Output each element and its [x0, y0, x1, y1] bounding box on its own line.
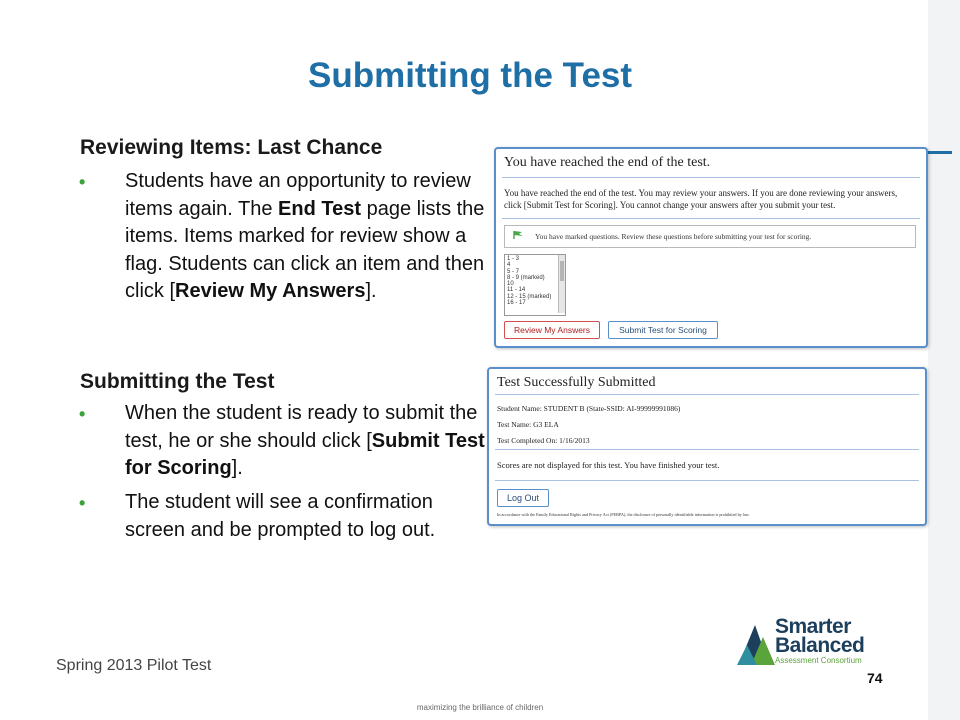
divider [495, 394, 919, 395]
item-list-scrollbar[interactable] [558, 255, 565, 313]
divider [502, 218, 920, 219]
student-name: Student Name: STUDENT B (State-SSID: AI-99999991086) [497, 404, 681, 413]
scores-message: Scores are not displayed for this test. You have finished your test. [497, 460, 720, 470]
logo-triangles-icon [737, 619, 777, 667]
item-list-entry[interactable]: 10 [507, 281, 514, 288]
bullet-text-confirmation: The student will see a confirmation screen and be prompted to log out. [125, 491, 436, 541]
ferpa-notice: In accordance with the Family Educational Rights and Privacy Act (FERPA), the disclosure of personally identifiable information is prohibited by law. [497, 512, 750, 517]
bullet-marker: • [79, 404, 86, 424]
accent-dash [928, 151, 952, 154]
log-out-button[interactable]: Log Out [497, 489, 549, 507]
flag-notice-text: You have marked questions. Review these questions before submitting your test for scoring. [535, 232, 812, 241]
bullet-text-review: Students have an opportunity to review items again. The End Test page lists the items. Items marked for review show a flag. Students can click an item and then click [Review My Answers]. [125, 170, 485, 302]
divider [502, 177, 920, 178]
section-heading-submitting: Submitting the Test [80, 370, 275, 393]
bullet-text-submit: When the student is ready to submit the test, he or she should click [Submit Test for Scoring]. [125, 402, 485, 479]
end-test-message: You have reached the end of the test. You may review your answers. If you are done reviewing your answers, click [Submit Test for Scoring]. You cannot change your answers after you submit your test. [504, 188, 898, 210]
flag-notice [504, 225, 916, 248]
divider [495, 449, 919, 450]
logo-text-consortium: Assessment Consortium [775, 656, 862, 665]
logo-text-smarter: Smarter [775, 615, 851, 638]
bullet-marker: • [79, 493, 86, 513]
test-completed-date: Test Completed On: 1/16/2013 [497, 436, 590, 445]
bullet-marker: • [79, 172, 86, 192]
smarter-balanced-logo [737, 617, 887, 667]
item-list-entry[interactable]: 12 - 15 (marked) [507, 293, 552, 300]
confirmation-panel [487, 367, 927, 526]
slide-right-band [928, 0, 960, 720]
page-number: 74 [867, 670, 883, 686]
logo-text-balanced: Balanced [775, 634, 865, 657]
item-list[interactable] [504, 254, 566, 316]
end-test-heading: You have reached the end of the test. [504, 155, 711, 170]
item-list-entry[interactable]: 16 - 17 [507, 300, 526, 307]
confirmation-heading: Test Successfully Submitted [497, 375, 656, 390]
end-test-panel [494, 147, 928, 348]
slide-title: Submitting the Test [307, 56, 633, 95]
section-heading-reviewing: Reviewing Items: Last Chance [80, 136, 383, 159]
footer-left-text: Spring 2013 Pilot Test [56, 657, 212, 674]
flag-icon [513, 230, 527, 243]
submit-test-for-scoring-button[interactable]: Submit Test for Scoring [608, 321, 718, 339]
item-list-entry[interactable]: 1 - 3 [507, 256, 520, 262]
item-list-entry[interactable]: 8 - 9 (marked) [507, 274, 545, 281]
footer-tagline: maximizing the brilliance of children [416, 703, 544, 712]
item-list-entry[interactable]: 5 - 7 [507, 268, 520, 275]
divider [495, 480, 919, 481]
item-list-entry[interactable]: 4 [507, 262, 511, 269]
test-name: Test Name: G3 ELA [497, 420, 559, 429]
review-my-answers-button[interactable]: Review My Answers [504, 321, 600, 339]
item-list-entry[interactable]: 11 - 14 [507, 287, 526, 294]
